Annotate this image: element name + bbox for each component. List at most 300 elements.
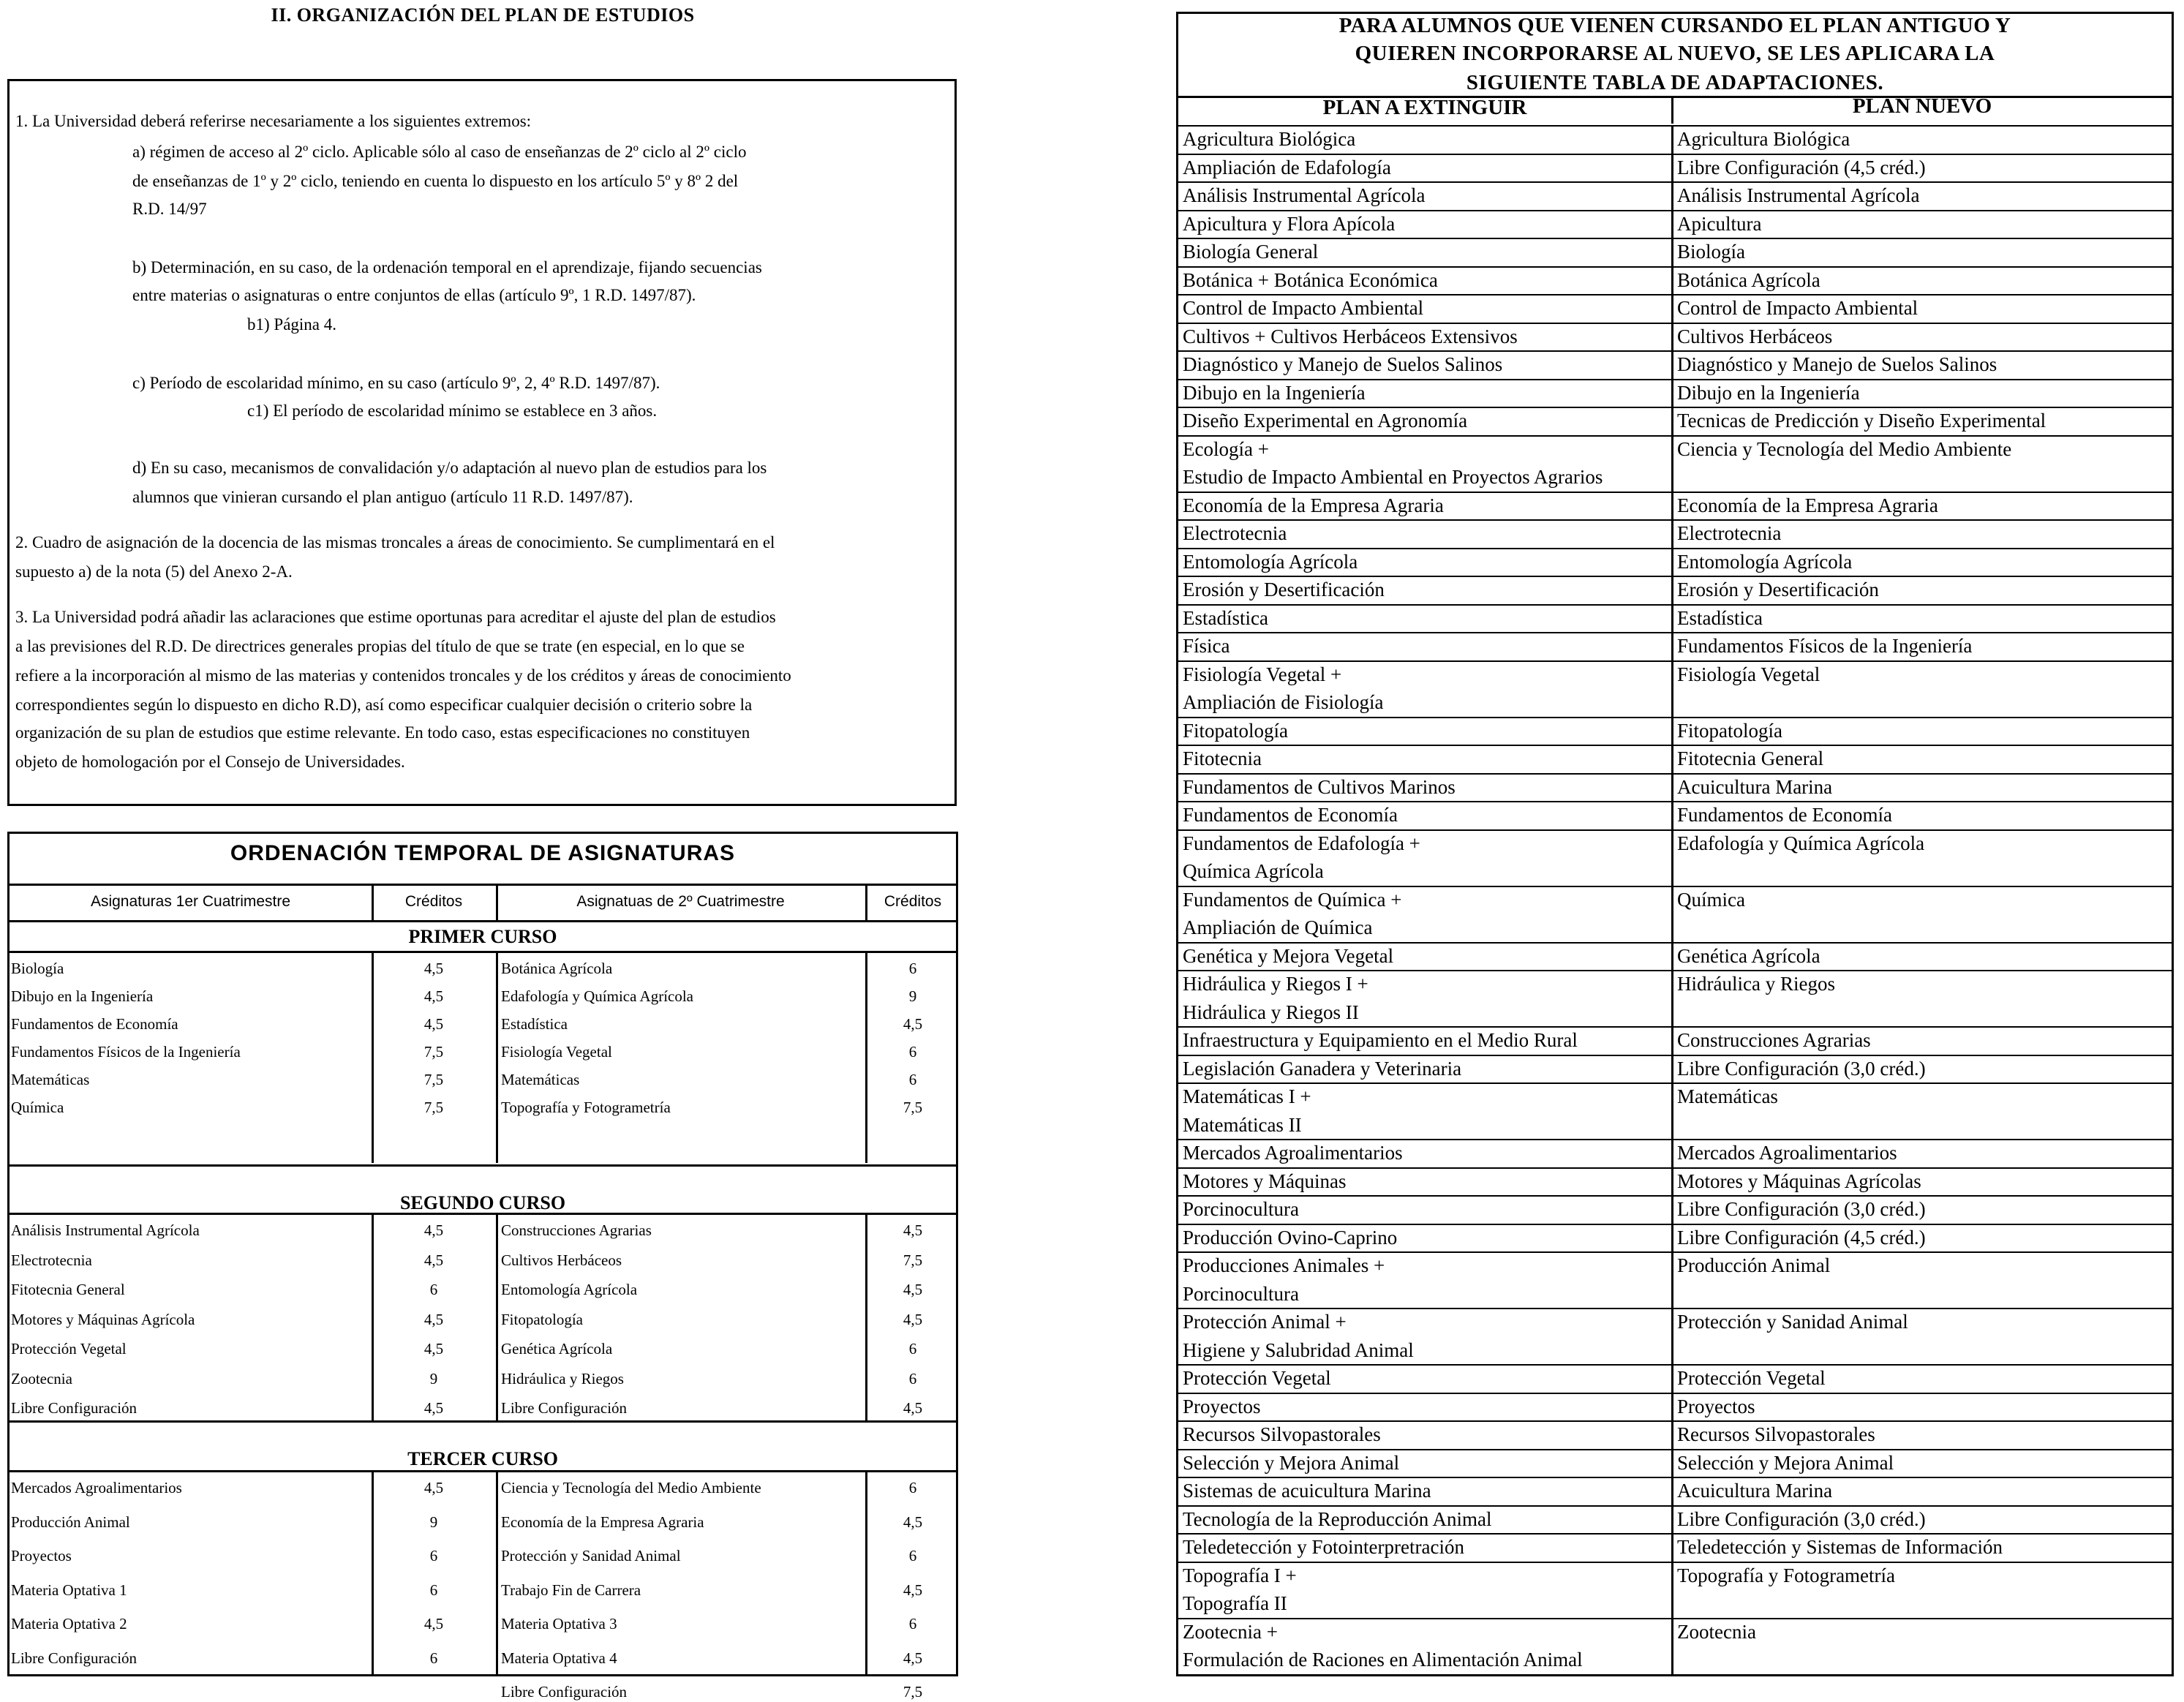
subject-first-term: Proyectos: [11, 1547, 72, 1564]
column-header: Asignaturas 1er Cuatrimestre: [90, 893, 291, 910]
subject-second-term: Topografía y Fotogrametría: [501, 1099, 671, 1116]
new-plan-subject: Erosión y Desertificación: [1677, 579, 1879, 600]
old-plan-subject-line: Fundamentos de Edafología +: [1183, 832, 1420, 854]
note-line: supuesto a) de la nota (5) del Anexo 2-A.: [15, 562, 293, 581]
section-title: II. ORGANIZACIÓN DEL PLAN DE ESTUDIOS: [271, 4, 695, 26]
subject-second-term: Libre Configuración: [501, 1399, 628, 1417]
note-line: 1. La Universidad deberá referirse necesariamente a los siguientes extremos:: [15, 112, 532, 130]
table-row: [1178, 1308, 2172, 1364]
course-title: TERCER CURSO: [407, 1448, 558, 1469]
subject-first-term: Fundamentos de Economía: [11, 1015, 178, 1033]
column-rule: [372, 1470, 374, 1676]
old-plan-subject: [1183, 266, 1438, 295]
ordenacion-table: [7, 832, 958, 1701]
column-rule: [1671, 1477, 1673, 1505]
row-rule: [1178, 1082, 2172, 1084]
old-plan-subject-line: Selección y Mejora Animal: [1183, 1451, 1400, 1474]
old-plan-subject: [1183, 717, 1288, 745]
table-row: [1178, 379, 2172, 407]
column-rule: [1671, 519, 1673, 548]
column-rule: [1671, 1562, 1673, 1618]
column-rule: [1671, 154, 1673, 182]
table-row: [1178, 773, 2172, 802]
column-rule: [1671, 492, 1673, 520]
old-plan-subject-line: Matemáticas I +: [1183, 1085, 1311, 1107]
table-row: [1178, 1167, 2172, 1196]
column-rule: [1671, 548, 1673, 576]
old-plan-subject-line: Biología General: [1183, 241, 1319, 263]
credits-second-term: 4,5: [903, 1581, 923, 1599]
old-plan-subject-line: Entomología Agrícola: [1183, 550, 1358, 573]
subject-first-term: Zootecnia: [11, 1369, 72, 1387]
adaptation-title-line: QUIEREN INCORPORARSE AL NUEVO, SE LES APLICARA LA: [1355, 42, 1995, 65]
table-row: [1178, 1139, 2172, 1167]
new-plan-subject: Estadística: [1677, 606, 1763, 629]
credits-second-term: 4,5: [903, 1015, 923, 1033]
old-plan-subject: [1183, 1251, 1385, 1308]
new-plan-subject: Libre Configuración (4,5 créd.): [1677, 1226, 1926, 1249]
old-plan-subject-line: Hidráulica y Riegos II: [1183, 1001, 1359, 1023]
new-plan-subject: Matemáticas: [1677, 1085, 1778, 1107]
column-header: Créditos: [404, 893, 463, 910]
credits-second-term: 9: [908, 987, 917, 1005]
new-plan-subject: Genética Agrícola: [1677, 944, 1820, 967]
table-row: [1178, 576, 2172, 604]
new-plan-subject: Entomología Agrícola: [1677, 550, 1853, 573]
old-plan-subject-line: Topografía I +: [1183, 1564, 1297, 1586]
credits-first-term: 7,5: [423, 1043, 444, 1061]
note-line: 3. La Universidad podrá añadir las aclaraciones que estime oportunas para acreditar el ajuste del plan de estudios: [15, 608, 776, 626]
table-row: [1178, 801, 2172, 829]
table-row: [1178, 970, 2172, 1026]
old-plan-subject-line: Mercados Agroalimentarios: [1183, 1142, 1403, 1164]
new-plan-subject: Motores y Máquinas Agrícolas: [1677, 1170, 1921, 1192]
old-plan-subject-line: Ampliación de Fisiología: [1183, 691, 1384, 713]
adaptation-title-line: SIGUIENTE TABLA DE ADAPTACIONES.: [1466, 71, 1884, 94]
old-plan-subject-line: Botánica + Botánica Económica: [1183, 268, 1438, 291]
old-plan-subject-line: Producción Ovino-Caprino: [1183, 1226, 1398, 1249]
note-line: c1) El período de escolaridad mínimo se establece en 3 años.: [247, 402, 658, 420]
column-rule: [1671, 745, 1673, 773]
new-plan-subject: Libre Configuración (3,0 créd.): [1677, 1198, 1926, 1220]
note-line: R.D. 14/97: [132, 200, 207, 218]
old-plan-subject-line: Estudio de Impacto Ambiental en Proyectos Agrarios: [1183, 466, 1603, 488]
new-plan-subject: Apicultura: [1677, 212, 1762, 235]
table-row: [1178, 1533, 2172, 1562]
credits-second-term: 6: [908, 960, 917, 977]
credits-second-term: 6: [908, 1547, 917, 1564]
credits-second-term: 4,5: [903, 1221, 923, 1239]
column-rule: [1671, 323, 1673, 351]
table-row: [1178, 435, 2172, 492]
credits-first-term: 4,5: [423, 1399, 444, 1417]
column-rule: [1671, 660, 1673, 717]
credits-first-term: 6: [429, 1649, 438, 1667]
table-row: [1178, 1562, 2172, 1618]
new-plan-subject: Construcciones Agrarias: [1677, 1029, 1871, 1051]
old-plan-subject-line: Diseño Experimental en Agronomía: [1183, 410, 1468, 432]
course-title: PRIMER CURSO: [408, 926, 557, 947]
old-plan-subject-line: Porcinocultura: [1183, 1198, 1299, 1220]
old-plan-subject-line: Electrotecnia: [1183, 522, 1287, 544]
old-plan-subject: [1183, 1420, 1381, 1449]
old-plan-subject: [1183, 1195, 1299, 1224]
note-line: a) régimen de acceso al 2º ciclo. Aplicable sólo al caso de enseñanzas de 2º ciclo al 2º ciclo: [132, 143, 747, 161]
old-plan-subject: [1183, 238, 1318, 266]
new-plan-subject: Biología: [1677, 241, 1745, 263]
old-plan-subject-line: Fisiología Vegetal +: [1183, 663, 1342, 685]
new-plan-subject: Tecnicas de Predicción y Diseño Experimental: [1677, 410, 2046, 432]
column-rule: [1671, 1364, 1673, 1393]
old-plan-subject-line: Ampliación de Química: [1183, 916, 1373, 938]
old-plan-subject-line: Topografía II: [1183, 1592, 1287, 1614]
old-plan-subject: [1183, 323, 1518, 351]
new-plan-subject: Ciencia y Tecnología del Medio Ambiente: [1677, 437, 2012, 460]
credits-second-term: 4,5: [903, 1399, 923, 1417]
new-plan-subject: Acuicultura Marina: [1677, 775, 1833, 798]
column-rule: [1671, 294, 1673, 323]
column-rule: [1671, 576, 1673, 604]
credits-second-term: 6: [908, 1340, 917, 1358]
table-row: [1178, 238, 2172, 266]
column-rule: [1671, 379, 1673, 407]
old-plan-subject: [1183, 1477, 1431, 1505]
new-plan-subject: Química: [1677, 888, 1745, 911]
old-plan-subject-line: Fundamentos de Economía: [1183, 804, 1398, 826]
note-line: d) En su caso, mecanismos de convalidación y/o adaptación al nuevo plan de estudios para los: [132, 459, 767, 477]
subject-second-term: Entomología Agrícola: [501, 1281, 638, 1298]
row-rule: [1178, 604, 2172, 606]
column-rule: [1671, 970, 1673, 1026]
subject-first-term: Materia Optativa 2: [11, 1615, 127, 1633]
table-row: [1178, 210, 2172, 238]
note-line: a las previsiones del R.D. De directrices generales propias del título de que se trate (en especial, en lo que se: [15, 637, 745, 655]
column-rule: [1671, 773, 1673, 802]
subject-second-term: Materia Optativa 4: [501, 1649, 617, 1667]
table-row: [1178, 1055, 2172, 1083]
column-header-old-plan: PLAN A EXTINGUIR: [1322, 96, 1527, 119]
credits-first-term: 7,5: [423, 1071, 444, 1088]
old-plan-subject: [1183, 970, 1368, 1026]
subject-first-term: Fitotecnia General: [11, 1281, 125, 1298]
row-rule: [1178, 238, 2172, 239]
column-rule: [1671, 407, 1673, 435]
row-rule: [1178, 632, 2172, 633]
column-header: Créditos: [884, 893, 942, 910]
table-row: [1178, 1477, 2172, 1505]
new-plan-subject: Agricultura Biológica: [1677, 128, 1850, 150]
old-plan-subject: [1183, 660, 1383, 717]
subject-first-term: Dibujo en la Ingeniería: [11, 987, 154, 1005]
new-plan-subject: Fisiología Vegetal: [1677, 663, 1820, 685]
old-plan-subject: [1183, 407, 1467, 435]
subject-first-term: Matemáticas: [11, 1071, 90, 1088]
new-plan-subject: Fitotecnia General: [1677, 748, 1824, 769]
subject-first-term: Electrotecnia: [11, 1251, 92, 1269]
table-row: [1178, 1082, 2172, 1139]
column-rule: [1671, 1308, 1673, 1364]
new-plan-subject: Fundamentos Físicos de la Ingeniería: [1677, 635, 1973, 657]
old-plan-subject-line: Hidráulica y Riegos I +: [1183, 973, 1368, 995]
new-plan-subject: Mercados Agroalimentarios: [1677, 1142, 1897, 1164]
table-row: [1178, 492, 2172, 520]
old-plan-subject: [1183, 1224, 1397, 1252]
old-plan-subject-line: Matemáticas II: [1183, 1113, 1302, 1136]
old-plan-subject-line: Análisis Instrumental Agrícola: [1183, 184, 1426, 206]
column-rule: [1671, 96, 1673, 124]
new-plan-subject: Economía de la Empresa Agraria: [1677, 494, 1938, 516]
credits-first-term: 6: [429, 1547, 438, 1564]
subject-second-term: Matemáticas: [501, 1071, 580, 1088]
table-row: [1178, 745, 2172, 773]
old-plan-subject-line: Diagnóstico y Manejo de Suelos Salinos: [1183, 353, 1503, 375]
subject-second-term: Edafología y Química Agrícola: [501, 987, 694, 1005]
table-row: [1178, 125, 2172, 154]
column-rule: [1671, 632, 1673, 660]
old-plan-subject-line: Dibujo en la Ingeniería: [1183, 381, 1366, 404]
old-plan-subject: [1183, 1533, 1464, 1562]
table-row: [1178, 181, 2172, 210]
column-rule: [1671, 942, 1673, 971]
old-plan-subject-line: Protección Vegetal: [1183, 1367, 1331, 1389]
new-plan-subject: Selección y Mejora Animal: [1677, 1451, 1894, 1474]
credits-second-term: 4,5: [903, 1513, 923, 1531]
column-rule: [1671, 1167, 1673, 1196]
old-plan-subject-line: Motores y Máquinas: [1183, 1170, 1347, 1192]
old-plan-subject-line: Apicultura y Flora Apícola: [1183, 212, 1396, 235]
subject-second-term: Fisiología Vegetal: [501, 1043, 612, 1061]
table-rule: [10, 1470, 956, 1472]
column-rule: [1671, 210, 1673, 238]
column-rule: [1671, 181, 1673, 210]
new-plan-subject: Libre Configuración (4,5 créd.): [1677, 156, 1926, 178]
table-row: [1178, 1195, 2172, 1224]
old-plan-subject-line: Protección Animal +: [1183, 1311, 1347, 1333]
table-row: [1178, 154, 2172, 182]
subject-second-term: Fitopatología: [501, 1310, 583, 1328]
old-plan-subject-line: Proyectos: [1183, 1395, 1261, 1417]
credits-first-term: 9: [429, 1369, 438, 1387]
row-rule: [1178, 519, 2172, 521]
note-line: objeto de homologación por el Consejo de Universidades.: [15, 753, 405, 771]
old-plan-subject: [1183, 1618, 1583, 1674]
old-plan-subject: [1183, 801, 1398, 829]
new-plan-subject: Recursos Silvopastorales: [1677, 1423, 1875, 1445]
table-row: [1178, 829, 2172, 886]
table-row: [1178, 886, 2172, 942]
column-rule: [1671, 1449, 1673, 1477]
table-row: [1178, 717, 2172, 745]
column-rule: [1671, 266, 1673, 295]
adaptaciones-table: [1176, 12, 2174, 1676]
old-plan-subject-line: Control de Impacto Ambiental: [1183, 297, 1424, 319]
credits-second-term: 6: [908, 1071, 917, 1088]
note-line: correspondientes según lo dispuesto en dicho R.D), así como especificar cualquier decisión o criterio sobre la: [15, 696, 753, 714]
column-rule: [1671, 1139, 1673, 1167]
subject-second-term: Protección y Sanidad Animal: [501, 1547, 681, 1564]
old-plan-subject: [1183, 942, 1393, 971]
note-line: entre materias o asignaturas o entre conjuntos de ellas (artículo 9º, 1 R.D. 1497/87).: [132, 286, 696, 304]
old-plan-subject-line: Recursos Silvopastorales: [1183, 1423, 1381, 1445]
new-plan-subject: Fundamentos de Economía: [1677, 804, 1892, 826]
new-plan-subject: Electrotecnia: [1677, 522, 1782, 544]
old-plan-subject-line: Higiene y Salubridad Animal: [1183, 1338, 1414, 1361]
row-rule: [1178, 745, 2172, 746]
column-rule: [1671, 717, 1673, 745]
subject-first-term: Libre Configuración: [11, 1399, 138, 1417]
ordenacion-title: ORDENACIÓN TEMPORAL DE ASIGNATURAS: [230, 841, 736, 865]
table-row: [1178, 1224, 2172, 1252]
credits-second-term: 6: [908, 1043, 917, 1061]
old-plan-subject-line: Ampliación de Edafología: [1183, 156, 1391, 178]
credits-first-term: 4,5: [423, 1015, 444, 1033]
table-row: [1178, 1420, 2172, 1449]
credits-first-term: 4,5: [423, 1340, 444, 1358]
subject-first-term: Producción Animal: [11, 1513, 130, 1531]
new-plan-subject: Hidráulica y Riegos: [1677, 973, 1835, 995]
row-rule: [1178, 1562, 2172, 1563]
old-plan-subject: [1183, 604, 1268, 633]
table-row: [1178, 660, 2172, 717]
subject-second-term: Estadística: [501, 1015, 568, 1033]
credits-second-term: 7,5: [903, 1099, 923, 1116]
new-plan-subject: Producción Animal: [1677, 1254, 1831, 1276]
table-row: [1178, 294, 2172, 323]
column-rule: [865, 1470, 867, 1676]
new-plan-subject: Botánica Agrícola: [1677, 268, 1820, 291]
row-rule: [1178, 1195, 2172, 1197]
column-rule: [1671, 1505, 1673, 1534]
subject-first-term: Mercados Agroalimentarios: [11, 1479, 182, 1496]
old-plan-subject-line: Ecología +: [1183, 437, 1269, 460]
column-rule: [496, 884, 498, 920]
course-title: SEGUNDO CURSO: [399, 1192, 566, 1213]
table-row: [1178, 1251, 2172, 1308]
table-rule: [10, 951, 956, 953]
column-header: Asignatuas de 2º Cuatrimestre: [576, 893, 785, 910]
old-plan-subject: [1183, 1026, 1578, 1055]
subject-first-term: Biología: [11, 960, 64, 977]
table-row: [1178, 604, 2172, 633]
credits-first-term: 4,5: [423, 960, 444, 977]
subject-second-term: Cultivos Herbáceos: [501, 1251, 622, 1269]
column-header-new-plan: PLAN NUEVO: [1852, 94, 1992, 118]
table-row: [1178, 1449, 2172, 1477]
subject-first-term: Libre Configuración: [11, 1649, 138, 1667]
subject-first-term: Química: [11, 1099, 64, 1116]
table-rule: [10, 1164, 956, 1167]
column-rule: [1671, 125, 1673, 154]
old-plan-subject: [1183, 1082, 1311, 1139]
credits-first-term: 4,5: [423, 1479, 444, 1496]
old-plan-subject: [1183, 829, 1420, 886]
old-plan-subject: [1183, 548, 1358, 576]
credits-first-term: 4,5: [423, 1615, 444, 1633]
old-plan-subject-line: Legislación Ganadera y Veterinaria: [1183, 1057, 1462, 1080]
note-line: b1) Página 4.: [247, 315, 337, 334]
subject-first-term: Fundamentos Físicos de la Ingeniería: [11, 1043, 241, 1061]
table-row: [1178, 1393, 2172, 1421]
table-rule: [10, 1420, 956, 1423]
old-plan-subject: [1183, 181, 1425, 210]
old-plan-subject: [1183, 125, 1355, 154]
new-plan-subject: Libre Configuración (3,0 créd.): [1677, 1057, 1926, 1080]
old-plan-subject: [1183, 1562, 1297, 1618]
new-plan-subject: Acuicultura Marina: [1677, 1480, 1833, 1502]
new-plan-subject: Zootecnia: [1677, 1620, 1756, 1643]
credits-first-term: 4,5: [423, 987, 444, 1005]
old-plan-subject-line: Fundamentos de Química +: [1183, 888, 1402, 911]
new-plan-subject: Control de Impacto Ambiental: [1677, 297, 1918, 319]
column-rule: [1671, 1533, 1673, 1562]
subject-second-term: Trabajo Fin de Carrera: [501, 1581, 641, 1599]
old-plan-subject: [1183, 773, 1456, 802]
table-row: [1178, 1618, 2172, 1674]
new-plan-subject: Análisis Instrumental Agrícola: [1677, 184, 1920, 206]
credits-first-term: 6: [429, 1281, 438, 1298]
credits-first-term: 4,5: [423, 1310, 444, 1328]
credits-first-term: 9: [429, 1513, 438, 1531]
subject-second-term: Botánica Agrícola: [501, 960, 613, 977]
subject-second-term: Economía de la Empresa Agraria: [501, 1513, 704, 1531]
column-rule: [1671, 1618, 1673, 1674]
table-rule: [10, 920, 956, 922]
old-plan-subject-line: Fundamentos de Cultivos Marinos: [1183, 775, 1456, 798]
old-plan-subject: [1183, 435, 1603, 492]
column-rule: [1671, 829, 1673, 886]
old-plan-subject-line: Física: [1183, 635, 1230, 657]
table-row: [1178, 1364, 2172, 1393]
column-rule: [1671, 350, 1673, 379]
column-rule: [1671, 1026, 1673, 1055]
credits-second-term: 6: [908, 1615, 917, 1633]
table-row: [1178, 548, 2172, 576]
old-plan-subject: [1183, 294, 1423, 323]
old-plan-subject-line: Agricultura Biológica: [1183, 128, 1356, 150]
new-plan-subject: Diagnóstico y Manejo de Suelos Salinos: [1677, 353, 1997, 375]
old-plan-subject: [1183, 745, 1262, 773]
credits-first-term: 7,5: [423, 1099, 444, 1116]
new-plan-subject: Proyectos: [1677, 1395, 1755, 1417]
old-plan-subject: [1183, 1449, 1399, 1477]
new-plan-subject: Protección Vegetal: [1677, 1367, 1826, 1389]
old-plan-subject: [1183, 492, 1444, 520]
old-plan-subject-line: Erosión y Desertificación: [1183, 579, 1385, 600]
old-plan-subject-line: Tecnología de la Reproducción Animal: [1183, 1507, 1492, 1530]
old-plan-subject: [1183, 154, 1391, 182]
note-line: c) Período de escolaridad mínimo, en su caso (artículo 9º, 2, 4º R.D. 1497/87).: [132, 374, 660, 392]
table-row: [1178, 266, 2172, 295]
note-line: b) Determinación, en su caso, de la ordenación temporal en el aprendizaje, fijando secuencias: [132, 258, 762, 276]
old-plan-subject-line: Fitotecnia: [1183, 748, 1262, 769]
table-row: [1178, 1505, 2172, 1534]
credits-second-term: 6: [908, 1479, 917, 1496]
subject-second-term: Ciencia y Tecnología del Medio Ambiente: [501, 1479, 761, 1496]
column-rule: [1671, 1082, 1673, 1139]
row-rule: [1178, 717, 2172, 718]
column-rule: [865, 884, 867, 920]
old-plan-subject-line: Genética y Mejora Vegetal: [1183, 944, 1394, 967]
old-plan-subject-line: Fitopatología: [1183, 719, 1288, 742]
credits-second-term: 4,5: [903, 1281, 923, 1298]
old-plan-subject-line: Economía de la Empresa Agraria: [1183, 494, 1444, 516]
note-line: alumnos que vinieran cursando el plan antiguo (artículo 11 R.D. 1497/87).: [132, 488, 633, 506]
new-plan-subject: Topografía y Fotogrametría: [1677, 1564, 1896, 1586]
notes-box: [7, 79, 957, 806]
old-plan-subject-line: Producciones Animales +: [1183, 1254, 1385, 1276]
old-plan-subject: [1183, 379, 1366, 407]
credits-second-term: 7,5: [903, 1683, 923, 1701]
